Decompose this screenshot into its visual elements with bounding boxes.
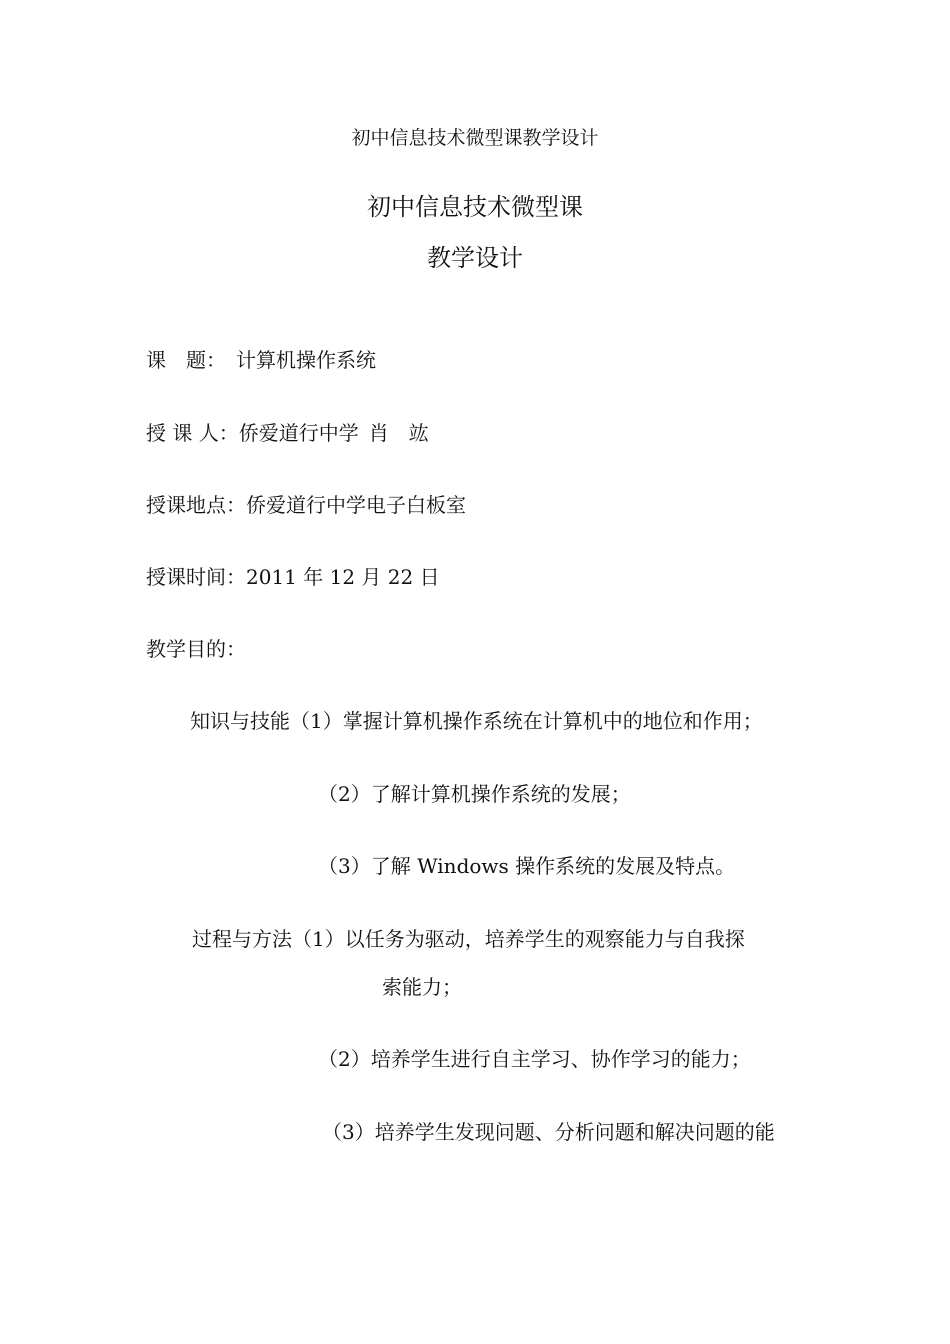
- process-item-continuation: 索能力；: [382, 975, 462, 999]
- place-row: [146, 493, 466, 517]
- time-label: 授课时间：: [146, 565, 246, 589]
- topic-row: [146, 348, 376, 372]
- place-value: 侨爱道行中学电子白板室: [246, 493, 466, 517]
- process-item: （3）培养学生发现问题、分析问题和解决问题的能: [322, 1120, 775, 1144]
- place-label: 授课地点：: [146, 493, 246, 517]
- page-header: 初中信息技术微型课教学设计: [351, 127, 599, 149]
- teacher-label: 授 课 人：: [146, 421, 239, 445]
- process-item: （1）以任务为驱动，培养学生的观察能力与自我探: [292, 927, 745, 951]
- knowledge-item: （1）掌握计算机操作系统在计算机中的地位和作用；: [290, 709, 763, 733]
- knowledge-item: （3）了解 Windows 操作系统的发展及特点。: [318, 854, 736, 878]
- knowledge-label: 知识与技能: [190, 709, 290, 733]
- time-row: [146, 565, 440, 589]
- time-value: 2011 年 12 月 22 日: [246, 565, 440, 589]
- process-label: 过程与方法: [192, 927, 292, 951]
- teacher-school: 侨爱道行中学: [238, 421, 359, 445]
- topic-value: 计算机操作系统: [236, 348, 376, 372]
- document-title-line-1: 初中信息技术微型课: [367, 193, 583, 221]
- teacher-row: [146, 421, 429, 445]
- process-row-1: [192, 927, 745, 951]
- knowledge-row-1: [190, 709, 763, 733]
- process-item: （2）培养学生进行自主学习、协作学习的能力；: [318, 1047, 751, 1071]
- knowledge-item: （2）了解计算机操作系统的发展；: [318, 782, 631, 806]
- topic-label: 课 题：: [146, 348, 226, 372]
- objectives-heading: 教学目的：: [146, 637, 246, 661]
- document-title-line-2: 教学设计: [427, 244, 523, 272]
- teacher-name: 肖 竑: [368, 421, 429, 445]
